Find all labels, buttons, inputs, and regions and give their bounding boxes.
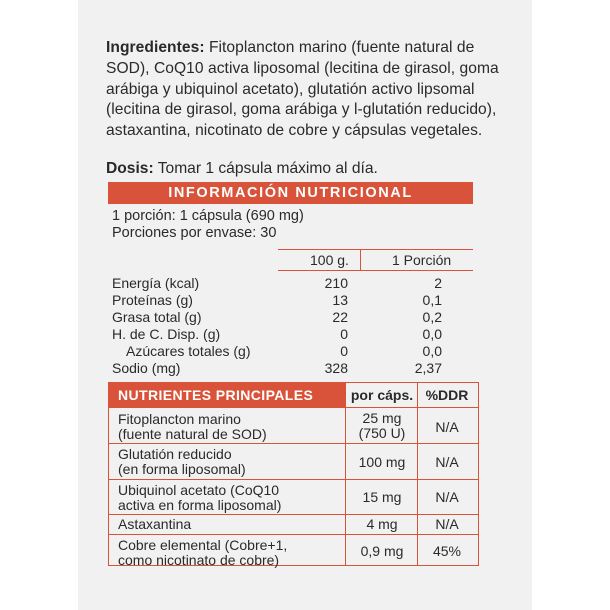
table-row-name xyxy=(118,538,344,567)
nutrient-name-line1: Cobre elemental (Cobre+1, xyxy=(118,537,288,553)
nutrition-row xyxy=(112,309,472,326)
nutrient-name: Proteínas (g) xyxy=(112,292,193,308)
table-row-name xyxy=(118,517,344,532)
per-capsule-value: 100 mg xyxy=(358,454,406,470)
nutrient-value-portion: 0,0 xyxy=(422,326,442,342)
nutrient-value-100g: 328 xyxy=(324,360,348,376)
servings-per-container: Porciones por envase: 30 xyxy=(112,225,277,241)
nutrition-header-top-line xyxy=(278,249,473,250)
nutrient-name: Energía (kcal) xyxy=(112,275,200,291)
portion-size: 1 porción: 1 cápsula (690 mg) xyxy=(112,208,304,224)
nutrient-name-line1: Astaxantina xyxy=(118,516,192,532)
nutrient-value-portion: 0,0 xyxy=(422,343,442,359)
nutrient-value-100g: 13 xyxy=(332,292,348,308)
nutrient-value-portion: 0,2 xyxy=(422,309,442,325)
per-capsule-line1: 25 mg xyxy=(362,410,402,426)
nutrient-name-line2: como nicotinato de cobre) xyxy=(118,551,280,568)
ddr-value: N/A xyxy=(435,454,459,470)
nutrient-name-line2: (en forma liposomal) xyxy=(118,460,246,477)
table-row-name xyxy=(118,412,344,441)
nutrient-value-portion: 0,1 xyxy=(422,292,442,308)
dosis-value: Tomar 1 cápsula máximo al día. xyxy=(153,160,378,177)
nutrition-col-100g: 100 g. xyxy=(310,252,349,268)
nutrient-value-100g: 210 xyxy=(324,275,348,291)
nutrient-name-line2: (fuente natural de SOD) xyxy=(118,425,267,442)
per-capsule-line2: (750 U) xyxy=(358,425,406,441)
nutrient-name: Azúcares totales (g) xyxy=(126,343,251,359)
ddr-value: N/A xyxy=(435,419,459,435)
nutrient-value-portion: 2,37 xyxy=(414,360,442,376)
per-capsule-value: 0,9 mg xyxy=(360,543,404,559)
nutrient-value-portion: 2 xyxy=(434,275,442,291)
ingredients-list: Fitoplancton marino (fuente natural de SOD), CoQ10 activa liposomal (lecitina de girasol, goma arábiga y ubiquinol acetato), glutatión activo lipsomal (lecitina de girasol, goma arábiga y l-glutatión reducido), astaxantina, nicotinato de cobre y cápsulas vegetales. xyxy=(106,39,499,140)
row-divider xyxy=(109,514,478,515)
nutrition-header-bottom-line xyxy=(278,270,473,271)
nutrient-value-100g: 22 xyxy=(332,309,348,325)
row-divider xyxy=(109,407,478,408)
nutrition-info-header: INFORMACIÓN NUTRICIONAL xyxy=(108,182,473,204)
dosis-label: Dosis: xyxy=(106,160,154,177)
nutrition-row xyxy=(112,275,472,292)
nutrition-row xyxy=(112,326,472,343)
principal-nutrients-table xyxy=(108,382,479,566)
per-capsule-value: 4 mg xyxy=(366,516,398,532)
per-capsule-value: 15 mg xyxy=(362,489,402,505)
principal-nutrients-header: NUTRIENTES PRINCIPALES xyxy=(109,383,345,407)
nutrition-col-portion: 1 Porción xyxy=(392,252,452,268)
ingredients-label: Ingredientes: xyxy=(106,39,205,56)
nutrition-row xyxy=(112,292,472,309)
per-capsule-value xyxy=(346,411,418,441)
table-row-name xyxy=(118,483,344,512)
table-row-name xyxy=(118,447,344,476)
nutrient-name-line1: Fitoplancton marino xyxy=(118,411,241,427)
col-ddr: %DDR xyxy=(425,387,469,403)
nutrition-row xyxy=(112,360,472,377)
nutrient-value-100g: 0 xyxy=(340,343,348,359)
nutrition-row xyxy=(112,343,472,360)
nutrient-name: Grasa total (g) xyxy=(112,309,202,325)
col-per-capsule: por cáps. xyxy=(350,387,414,403)
nutrient-name-line2: activa en forma liposomal) xyxy=(118,496,282,513)
row-divider xyxy=(109,534,478,535)
ingredients-text xyxy=(106,38,511,142)
nutrient-value-100g: 0 xyxy=(340,326,348,342)
nutrient-name-line1: Glutatión reducido xyxy=(118,446,232,462)
nutrient-name: Sodio (mg) xyxy=(112,360,181,376)
nutrient-name: H. de C. Disp. (g) xyxy=(112,326,221,342)
dosis-text xyxy=(106,158,511,179)
row-divider xyxy=(109,443,478,444)
ddr-value: 45% xyxy=(432,543,462,559)
ddr-value: N/A xyxy=(435,489,459,505)
ddr-value: N/A xyxy=(435,516,459,532)
nutrient-name-line1: Ubiquinol acetato (CoQ10 xyxy=(118,482,280,498)
row-divider xyxy=(109,479,478,480)
nutrition-header-divider xyxy=(360,249,361,270)
